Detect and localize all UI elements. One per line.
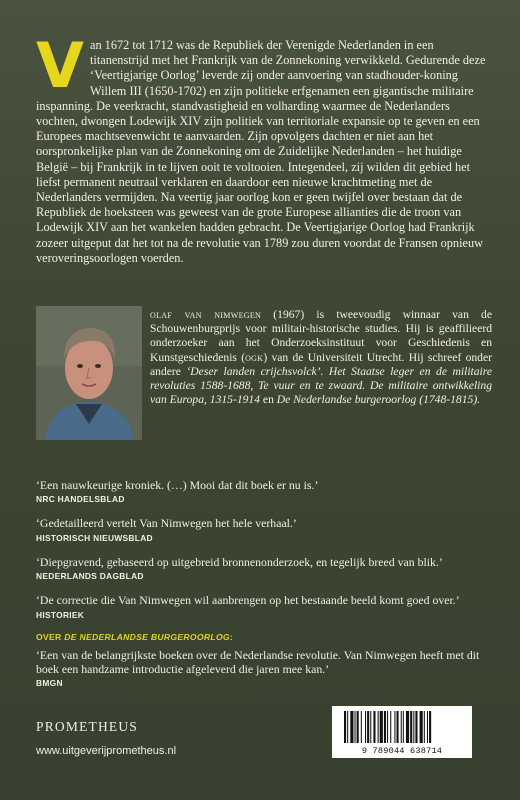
isbn-number: 9 789044 638714: [361, 746, 443, 756]
author-name: olaf van nimwegen: [150, 308, 262, 321]
barcode-bar: [365, 711, 366, 743]
quote-text: ‘De correctie die Van Nimwegen wil aanbrengen op het bestaande beeld komt goed over.’: [36, 593, 460, 608]
section-prefix: OVER: [36, 631, 65, 642]
barcode-bar: [415, 711, 417, 743]
author-bio: [150, 308, 492, 407]
author-photo: [36, 306, 142, 440]
review-quotes: [36, 478, 492, 700]
barcode-bar: [420, 711, 423, 743]
quote-source: BMGN: [36, 678, 63, 689]
quote-source: HISTORIEK: [36, 609, 85, 620]
quote-text: ‘Gedetailleerd vertelt Van Nimwegen het hele verhaal.’: [36, 516, 297, 531]
quote-source: HISTORISCH NIEUWSBLAD: [36, 532, 153, 543]
institute-abbr: ogk: [245, 350, 264, 364]
barcode-bar: [429, 711, 431, 743]
quote-source: NEDERLANDS DAGBLAD: [36, 571, 144, 582]
review-quote: [36, 516, 492, 542]
barcode-bar: [370, 711, 371, 743]
section-suffix: :: [229, 631, 234, 642]
review-quote: [36, 555, 492, 581]
barcode-bar: [373, 711, 375, 743]
quote-text: ‘Diepgravend, gebaseerd op uitgebreid bronnenonderzoek, en tegelijk breed van blik.’: [36, 554, 443, 569]
barcode-bar: [397, 711, 399, 743]
review-quote: [36, 648, 492, 689]
barcode-bar: [350, 711, 353, 743]
barcode-bar: [380, 711, 383, 743]
barcode-bar: [424, 711, 425, 743]
author-portrait-icon: [36, 306, 142, 440]
bio-part-3: en: [260, 393, 277, 407]
review-quote: [36, 478, 492, 504]
barcode-bar: [355, 711, 356, 743]
publisher-logo: [36, 718, 138, 736]
bio-works: ‘Deser landen crijchsvolck’. Het Staatse leger en de militaire revoluties 1588-1688, Te vuur en te zwaard. De militaire ontwikkeling van Europa, 1315-1914: [150, 364, 493, 407]
publisher-logo-text: PROMETHEUS: [36, 719, 139, 734]
barcode-bar: [394, 711, 395, 743]
isbn-barcode: [332, 706, 472, 758]
barcode-bar: [406, 711, 409, 743]
barcode-bar: [384, 711, 386, 743]
drop-cap: V: [36, 29, 84, 102]
section-heading: [36, 632, 492, 642]
barcode-bar: [401, 711, 402, 743]
bio-work-last: De Nederlandse burgeroorlog (1748-1815).: [276, 393, 481, 407]
barcode-bar: [390, 711, 391, 743]
barcode-bar: [410, 711, 412, 743]
barcode-icon: [332, 706, 472, 746]
intro-paragraph: [36, 29, 490, 266]
intro-text: an 1672 tot 1712 was de Republiek der Verenigde Nederlanden in een titanenstrijd met het Frankrijk van de Zonnekoning verwikkeld. Gedurende deze ‘Veertigjarige Oorlog’ leverde zij onder aanvoering van stadhouder-koning Willem III (1650-1702) en zijn politieke erfgenamen een gigantische militaire inspanning. De veerkracht, standvastigheid en volharding waarmee de Nederlanders vochten, dwongen Lodewijk XIV zijn politiek van territoriale expansie op te geven en een Europees machtsevenwicht te aanvaarden. Zijn opvolgers dachten er niet aan het oorspronkelijke plan van de Zonnekoning om de Zuidelijke Nederlanden – het huidige België – bij Frankrijk in te lijven ooit te voltooien. Integendeel, zij wilden dit gebied het liefst permanent neutraal verklaren en daardoor een nieuwe krachtmeting met de Nederlanders vermijden. Na veertig jaar oorlog kon er geen twijfel over bestaan dat de Republiek de hoeksteen was geweest van de grote Europese allianties die de troon van Lodewijk XIV aan het wankelen hadden gebracht. De Veertigjarige Oorlog had Frankrijk zozeer uitgeput dat het tot na de revolutie van 1789 zou duren voordat de Fransen opnieuw veroveringsoorlogen voerden.: [36, 38, 486, 265]
barcode-bar: [361, 711, 362, 743]
barcode-bar: [387, 711, 388, 743]
barcode-bar: [378, 711, 379, 743]
review-quote: [36, 593, 492, 619]
section-title: DE NEDERLANDSE BURGEROORLOG: [64, 631, 230, 642]
barcode-bar: [413, 711, 414, 743]
bio-part-2: ) van de Universiteit Utrecht. Hij schreef onder andere: [150, 350, 492, 378]
barcode-bar: [403, 711, 404, 743]
barcode-bar: [427, 711, 428, 743]
quote-text: ‘Een van de belangrijkste boeken over de Nederlandse revolutie. Van Nimwegen heeft met dit boek een handzame introductie afgeleverd die jaren mee kan.’: [36, 647, 480, 677]
barcode-bar: [347, 711, 348, 743]
quote-source: NRC HANDELSBLAD: [36, 494, 125, 505]
publisher-url[interactable]: www.uitgeverijprometheus.nl: [36, 745, 177, 757]
barcode-bar: [357, 711, 359, 743]
bio-part-1: (1967) is tweevoudig winnaar van de Schouwenburgprijs voor militair-historische studies. Hij is geaffilieerd onderzoeker aan het Onderzoeksinstituut voor Geschiedenis en Kunstgeschiedenis (: [150, 308, 492, 364]
barcode-bar: [344, 711, 346, 743]
barcode-bar: [367, 711, 369, 743]
quote-text: ‘Een nauwkeurige kroniek. (…) Mooi dat dit boek er nu is.’: [36, 478, 319, 492]
